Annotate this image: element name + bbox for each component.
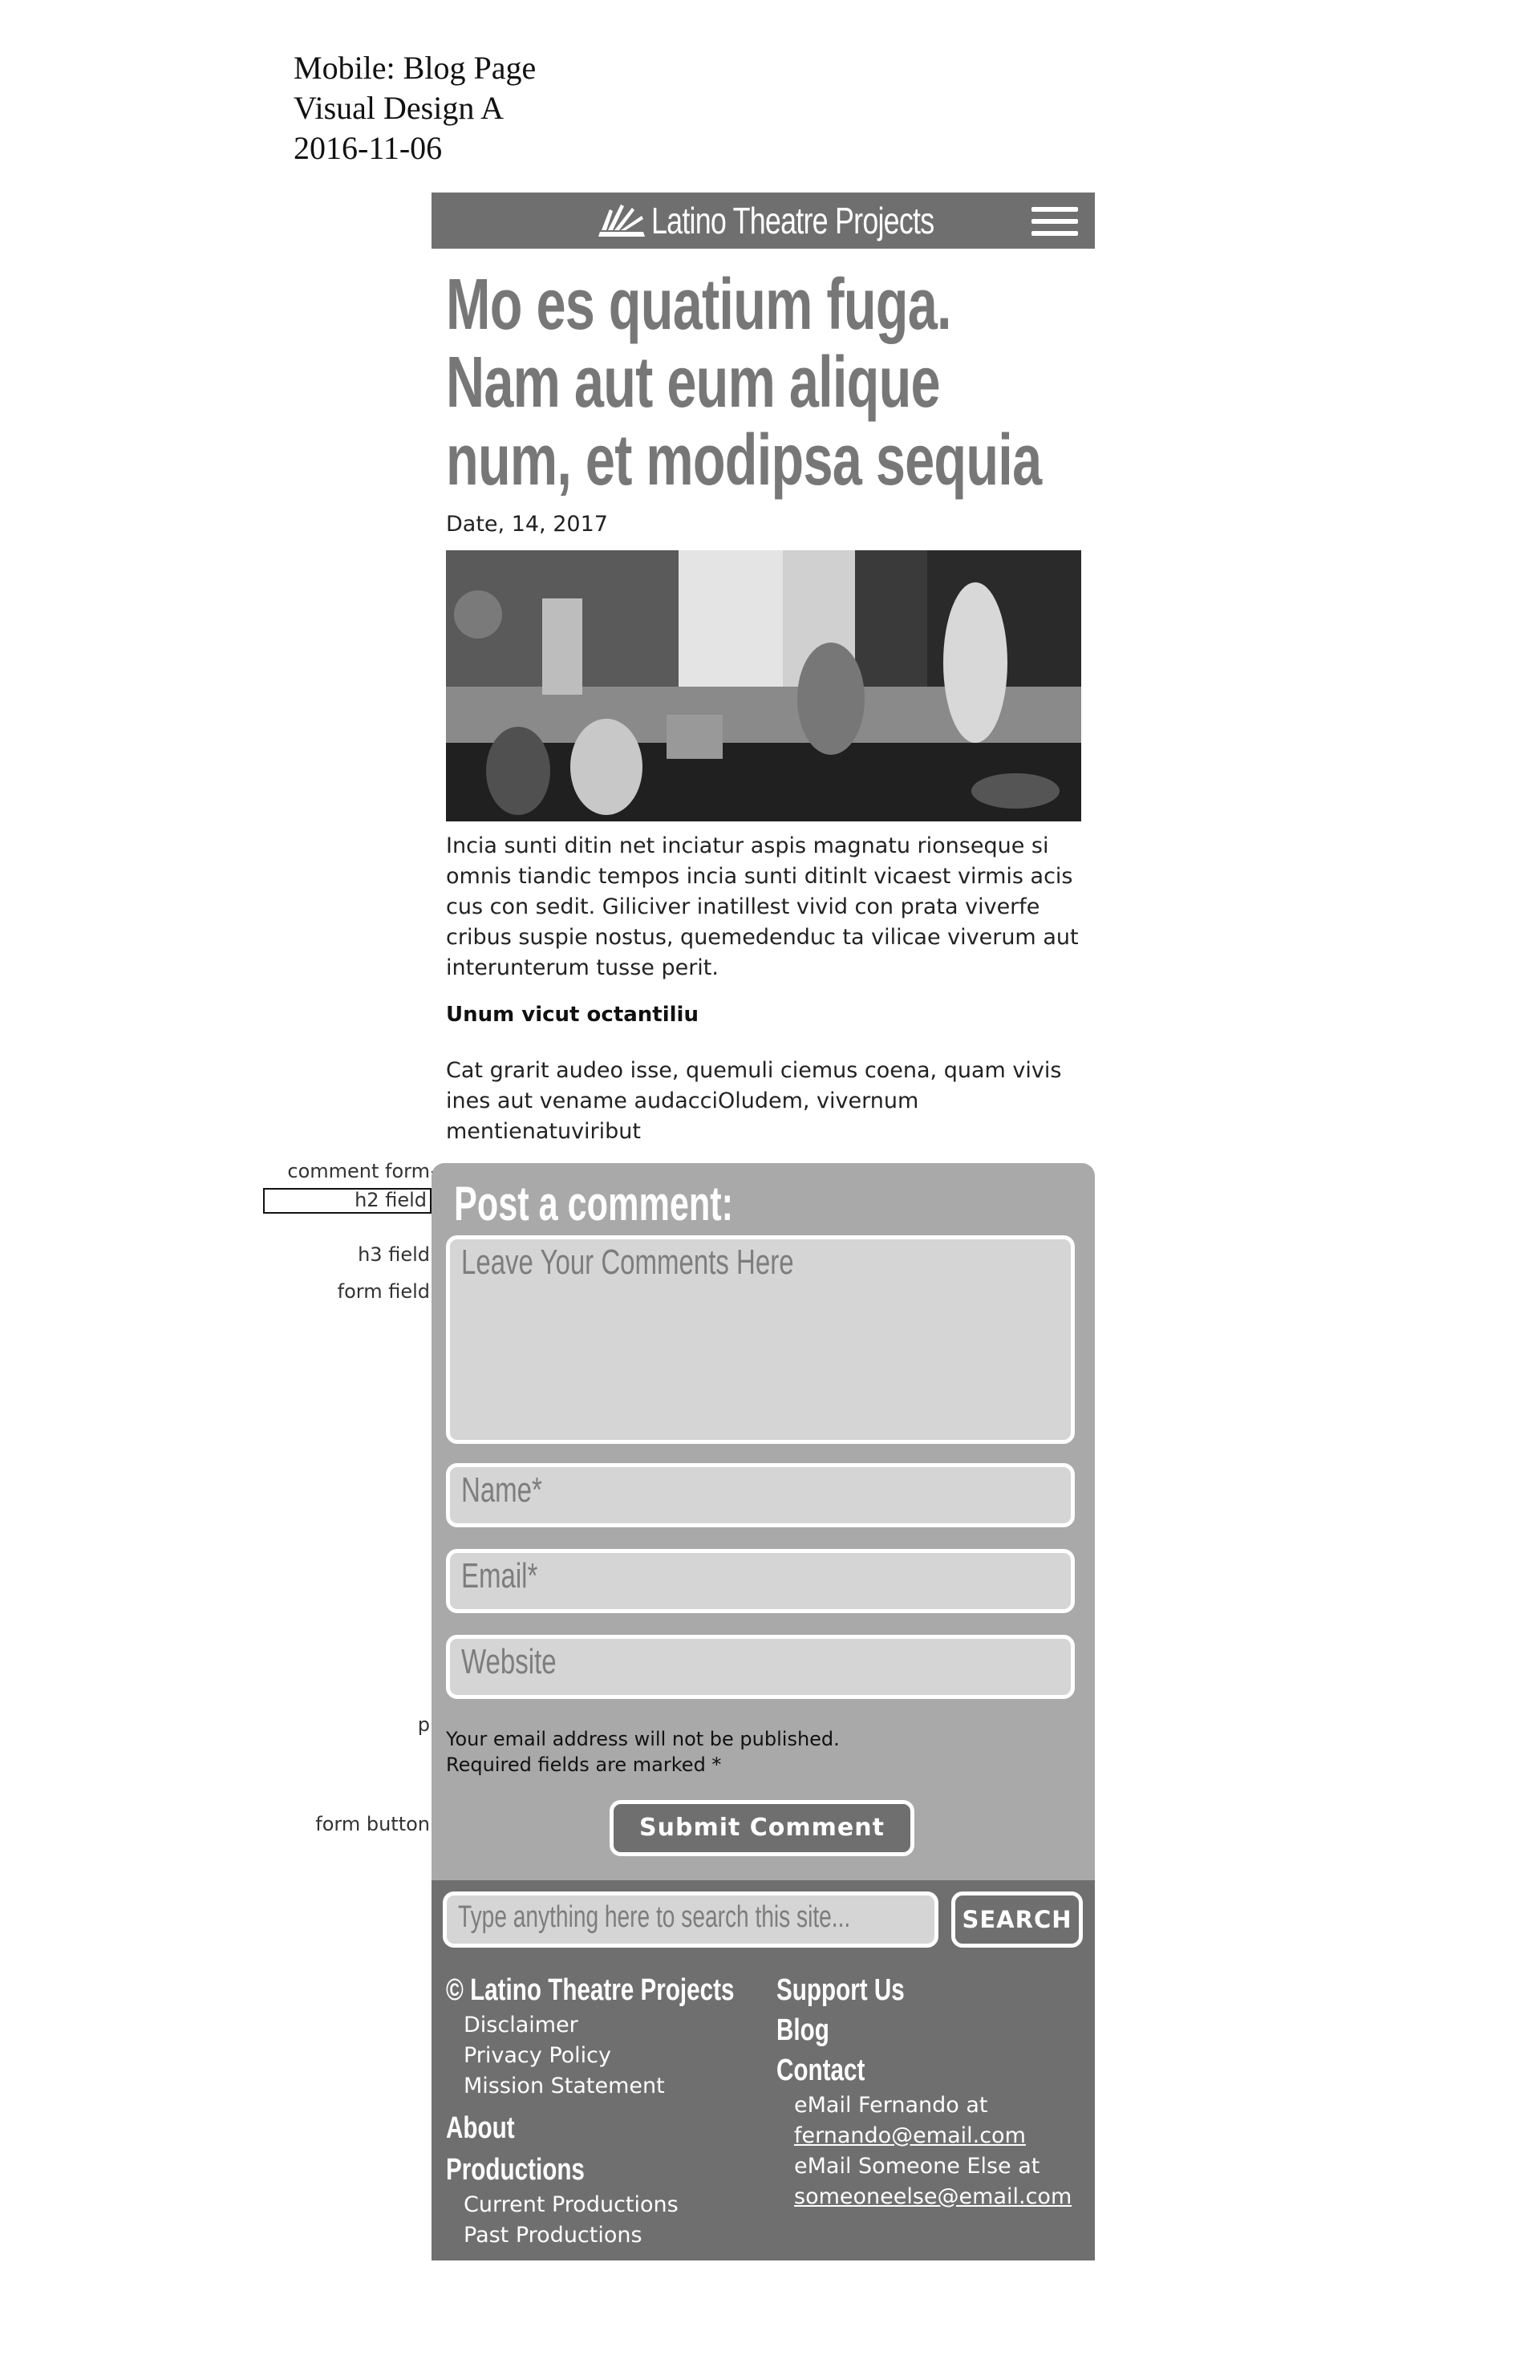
comment-heading: Post a comment: xyxy=(454,1177,734,1231)
search-button[interactable]: SEARCH xyxy=(951,1891,1083,1948)
doc-title: Mobile: Blog Page xyxy=(294,50,537,86)
article-paragraph-1: Incia sunti ditin net inciatur aspis magnatu rionseque si omnis tiandic tempos incia sunti ditinlt vicaest virmis acis cus con sedit. Giliciver inatillest vivid con prata viverfe cribus suspie nostus, quemedenduc ta vilicae viverum aut interunterum tusse perit. xyxy=(446,833,1079,980)
site-logo[interactable] xyxy=(597,197,1014,244)
email-field[interactable] xyxy=(446,1549,1075,1613)
article-date: Date, 14, 2017 xyxy=(446,512,608,537)
search-placeholder: Type anything here to search this site... xyxy=(458,1900,851,1934)
comments-placeholder: Leave Your Comments Here xyxy=(461,1243,794,1282)
annotation-form-button: form button xyxy=(315,1813,430,1835)
footer-column-left xyxy=(446,1970,816,2251)
contact-email-fernando[interactable]: fernando@email.com xyxy=(794,2123,1026,2148)
email-placeholder: Email* xyxy=(461,1556,538,1595)
footer-copyright[interactable]: © Latino Theatre Projects xyxy=(446,1973,735,2007)
document-header xyxy=(294,48,536,168)
footer-link-blog[interactable]: Blog xyxy=(776,2013,829,2047)
article-photo xyxy=(446,550,1081,821)
article-title: Mo es quatium fuga. Nam aut eum alique num, et modipsa sequia xyxy=(446,265,1042,501)
footer-link-about[interactable]: About xyxy=(446,2111,515,2145)
name-placeholder: Name* xyxy=(461,1470,542,1510)
annotation-comment-form: comment form xyxy=(287,1160,430,1182)
top-nav xyxy=(432,193,1095,249)
doc-subtitle: Visual Design A xyxy=(294,90,505,126)
footer-link-past-productions[interactable]: Past Productions xyxy=(464,2223,642,2248)
hamburger-icon[interactable] xyxy=(1031,207,1078,236)
comments-textarea[interactable] xyxy=(446,1235,1075,1444)
privacy-note-line-2: Required fields are marked * xyxy=(446,1754,722,1776)
comment-form xyxy=(432,1163,1095,1880)
name-field[interactable] xyxy=(446,1463,1075,1527)
footer-link-contact[interactable]: Contact xyxy=(776,2054,865,2087)
contact-email-someone[interactable]: someoneelse@email.com xyxy=(794,2184,1072,2209)
footer-link-current-productions[interactable]: Current Productions xyxy=(464,2192,679,2217)
website-placeholder: Website xyxy=(461,1642,557,1681)
site-footer xyxy=(432,1880,1095,2260)
doc-date: 2016-11-06 xyxy=(294,130,443,166)
annotation-h3-field: h3 field xyxy=(358,1243,430,1266)
annotation-h2-field: h2 field xyxy=(355,1189,427,1211)
website-field[interactable] xyxy=(446,1635,1075,1699)
submit-comment-button[interactable]: Submit Comment xyxy=(610,1800,914,1856)
footer-link-productions[interactable]: Productions xyxy=(446,2153,585,2187)
annotation-p: p xyxy=(417,1713,430,1736)
footer-link-support[interactable]: Support Us xyxy=(776,1973,905,2007)
contact-line-someone: eMail Someone Else at xyxy=(794,2154,1040,2179)
footer-link-privacy[interactable]: Privacy Policy xyxy=(464,2043,612,2068)
logo-fan-icon xyxy=(597,201,646,240)
search-input[interactable] xyxy=(443,1891,938,1948)
annotation-form-field: form field xyxy=(337,1280,430,1303)
contact-line-fernando: eMail Fernando at xyxy=(794,2093,988,2118)
article-subheading: Unum vicut octantiliu xyxy=(446,1003,699,1027)
footer-link-mission[interactable]: Mission Statement xyxy=(464,2074,665,2098)
privacy-note xyxy=(446,1726,840,1778)
footer-link-disclaimer[interactable]: Disclaimer xyxy=(464,2013,578,2037)
privacy-note-line-1: Your email address will not be published. xyxy=(446,1728,840,1750)
logo-text: Latino Theatre Projects xyxy=(651,200,934,241)
article-paragraph-2: Cat grarit audeo isse, quemuli ciemus coena, quam vivis ines aut vename audacciOludem, vivernum mentienatuviribut xyxy=(446,1058,1062,1144)
footer-column-right xyxy=(776,1970,1072,2212)
